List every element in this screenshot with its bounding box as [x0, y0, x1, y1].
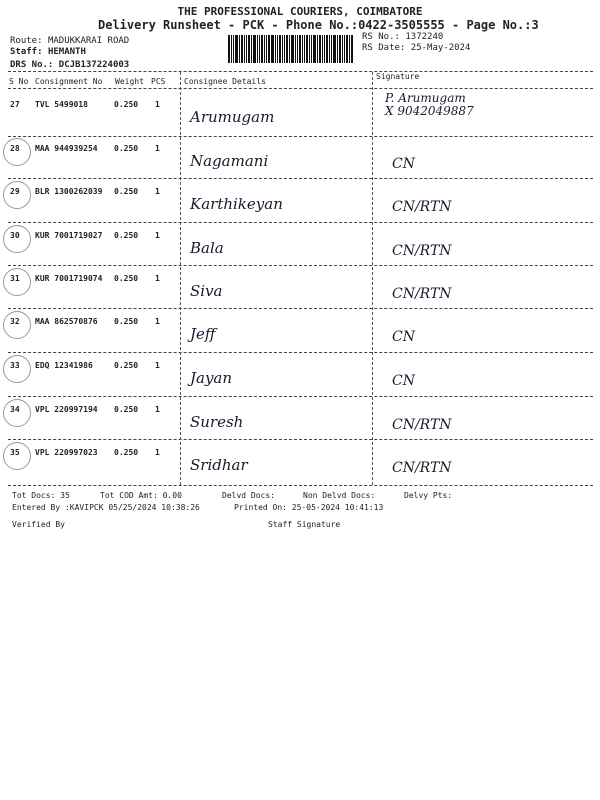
barcode-bar [306, 35, 308, 63]
barcode-bar [291, 35, 294, 63]
barcode-bar [317, 35, 318, 63]
barcode-bar [233, 35, 234, 63]
row-signature-handwriting: CN [392, 156, 415, 172]
first-row-signature [385, 92, 474, 118]
row-consignment: MAA 862570876 [35, 317, 98, 326]
row-signature-handwriting: CN [392, 373, 415, 389]
barcode-bar [231, 35, 232, 63]
row-pcs: 1 [155, 187, 160, 196]
row-consignee-handwriting: Karthikeyan [190, 195, 283, 213]
row-divider [8, 352, 593, 353]
row-consignment: VPL 220997023 [35, 448, 98, 457]
barcode-bar [271, 35, 274, 63]
barcode-bar [331, 35, 332, 63]
rs-no-line [362, 32, 443, 42]
table-bottom-border [8, 485, 593, 486]
barcode-bar [261, 35, 263, 63]
barcode-bar [329, 35, 330, 63]
row-consignment: BLR 1300262039 [35, 187, 103, 196]
printed-on: Printed On: 25-05-2024 10:41:13 [234, 503, 384, 512]
row-sno: 28 [10, 144, 20, 153]
rs-no-label: RS No.: [362, 32, 400, 42]
barcode-bar [313, 35, 316, 63]
row-pcs: 1 [155, 100, 160, 109]
barcode-bar [295, 35, 296, 63]
barcode-bar [275, 35, 276, 63]
row-sno: 32 [10, 317, 20, 326]
header-bottom-border [8, 88, 593, 89]
row-consignee-handwriting: Arumugam [190, 108, 275, 126]
row-sno: 34 [10, 405, 20, 414]
non-delivered-docs: Non Delvd Docs: [303, 491, 376, 500]
row-divider [8, 308, 593, 309]
row-consignment: KUR 7001719074 [35, 274, 103, 283]
document-subtitle: Delivery Runsheet - PCK - Phone No.:0422-3505555 - Page No.:3 [98, 18, 539, 32]
row-consignee-handwriting: Bala [190, 239, 224, 257]
col-weight: Weight [115, 77, 144, 86]
route-label: Route: [10, 36, 43, 46]
row-signature-handwriting: CN/RTN [392, 286, 452, 302]
table-row [0, 444, 600, 488]
barcode-bar [244, 35, 245, 63]
document-title: THE PROFESSIONAL COURIERS, COIMBATORE [177, 5, 423, 18]
barcode-bar [228, 35, 230, 63]
row-weight: 0.250 [114, 187, 139, 196]
row-weight: 0.250 [114, 100, 139, 109]
barcode-bar [257, 35, 258, 63]
barcode-bar [277, 35, 278, 63]
table-top-border [8, 71, 593, 72]
row-consignment: TVL 5499018 [35, 100, 88, 109]
total-docs: Tot Docs: 35 [12, 491, 70, 500]
row-sno: 27 [10, 100, 20, 109]
barcode-bar [304, 35, 305, 63]
barcode-bar [264, 35, 265, 63]
barcode-bar [239, 35, 240, 63]
row-consignment: EDQ 12341986 [35, 361, 93, 370]
barcode-bar [351, 35, 353, 63]
rs-no-value: 1372240 [405, 32, 444, 42]
barcode-bar [279, 35, 281, 63]
staff-signature-label: Staff Signature [268, 520, 341, 529]
drs-value: DCJB137224003 [58, 60, 130, 70]
delivered-docs: Delvd Docs: [222, 491, 275, 500]
row-pcs: 1 [155, 361, 160, 370]
row-divider [8, 136, 593, 137]
barcode-bar [339, 35, 341, 63]
signature-line-2: X 9042049887 [385, 104, 474, 118]
row-sno: 30 [10, 231, 20, 240]
row-signature-handwriting: CN/RTN [392, 460, 452, 476]
row-pcs: 1 [155, 448, 160, 457]
row-pcs: 1 [155, 274, 160, 283]
row-weight: 0.250 [114, 231, 139, 240]
staff-line [10, 47, 86, 57]
barcode-bar [241, 35, 243, 63]
row-divider [8, 222, 593, 223]
barcode-bar [259, 35, 260, 63]
total-cod-amount: Tot COD Amt: 0.00 [100, 491, 182, 500]
row-consignee-handwriting: Suresh [190, 413, 244, 431]
barcode-bar [311, 35, 312, 63]
rs-date-value: 25-May-2024 [410, 43, 471, 53]
barcode-bar [326, 35, 328, 63]
barcode-bar [299, 35, 301, 63]
barcode-bar [235, 35, 238, 63]
row-sno: 31 [10, 274, 20, 283]
table-row [0, 96, 600, 140]
route-value: MADUKKARAI ROAD [47, 36, 130, 46]
row-consignment: VPL 220997194 [35, 405, 98, 414]
staff-value: HEMANTH [47, 47, 86, 57]
row-signature-handwriting: CN/RTN [392, 199, 452, 215]
barcode-bar [337, 35, 338, 63]
row-consignment: KUR 7001719027 [35, 231, 103, 240]
row-pcs: 1 [155, 405, 160, 414]
barcode-bar [346, 35, 348, 63]
signature-line-1: P. Arumugam [385, 91, 466, 105]
entered-by: Entered By :KAVIPCK 05/25/2024 10:38:26 [12, 503, 200, 512]
barcode-bar [284, 35, 285, 63]
row-weight: 0.250 [114, 405, 139, 414]
barcode-bar [286, 35, 288, 63]
route-line [10, 36, 129, 46]
row-consignee-handwriting: Jeff [190, 325, 216, 343]
barcode-bar [297, 35, 298, 63]
col-sno: S No [9, 77, 29, 86]
row-divider [8, 396, 593, 397]
row-signature-handwriting: CN [392, 329, 415, 345]
table-row [0, 313, 600, 357]
delivery-points: Delvy Pts: [404, 491, 453, 500]
barcode-bar [248, 35, 250, 63]
table-row [0, 357, 600, 401]
col-signature: Signature [376, 72, 420, 81]
barcode-bar [282, 35, 283, 63]
barcode-bar [289, 35, 290, 63]
row-weight: 0.250 [114, 317, 139, 326]
col-consignee: Consignee Details [184, 77, 266, 86]
row-consignee-handwriting: Jayan [190, 369, 233, 387]
rs-date-line [362, 43, 470, 53]
row-divider [8, 265, 593, 266]
row-signature-handwriting: CN/RTN [392, 417, 452, 433]
barcode-bar [322, 35, 323, 63]
barcode-bar [266, 35, 267, 63]
staff-label: Staff: [10, 47, 43, 57]
row-weight: 0.250 [114, 361, 139, 370]
barcode-bar [324, 35, 325, 63]
row-weight: 0.250 [114, 144, 139, 153]
row-divider [8, 178, 593, 179]
barcode-bar [268, 35, 270, 63]
row-divider [8, 439, 593, 440]
col-pcs: PCS [151, 77, 166, 86]
row-consignment: MAA 944939254 [35, 144, 98, 153]
row-weight: 0.250 [114, 274, 139, 283]
rs-date-label: RS Date: [362, 43, 406, 53]
verified-by-label: Verified By [12, 520, 65, 529]
row-weight: 0.250 [114, 448, 139, 457]
drs-label: DRS No.: [10, 60, 54, 70]
barcode-bar [319, 35, 321, 63]
row-signature-handwriting: CN/RTN [392, 243, 452, 259]
barcode-bar [333, 35, 336, 63]
barcode-bar [349, 35, 350, 63]
table-row [0, 183, 600, 227]
barcode-bar [302, 35, 303, 63]
barcode-bar [309, 35, 310, 63]
barcode-bar [253, 35, 256, 63]
row-pcs: 1 [155, 231, 160, 240]
col-consignment: Consignment No [35, 77, 103, 86]
row-consignee-handwriting: Sridhar [190, 456, 248, 474]
barcode-bar [342, 35, 343, 63]
row-sno: 29 [10, 187, 20, 196]
drs-line [10, 60, 129, 70]
row-pcs: 1 [155, 317, 160, 326]
barcode-bar [344, 35, 345, 63]
row-consignee-handwriting: Nagamani [190, 152, 269, 170]
barcode-bar [246, 35, 247, 63]
row-pcs: 1 [155, 144, 160, 153]
row-sno: 33 [10, 361, 20, 370]
row-consignee-handwriting: Siva [190, 282, 223, 300]
row-sno: 35 [10, 448, 20, 457]
barcode-image [228, 35, 356, 63]
barcode-bar [251, 35, 252, 63]
